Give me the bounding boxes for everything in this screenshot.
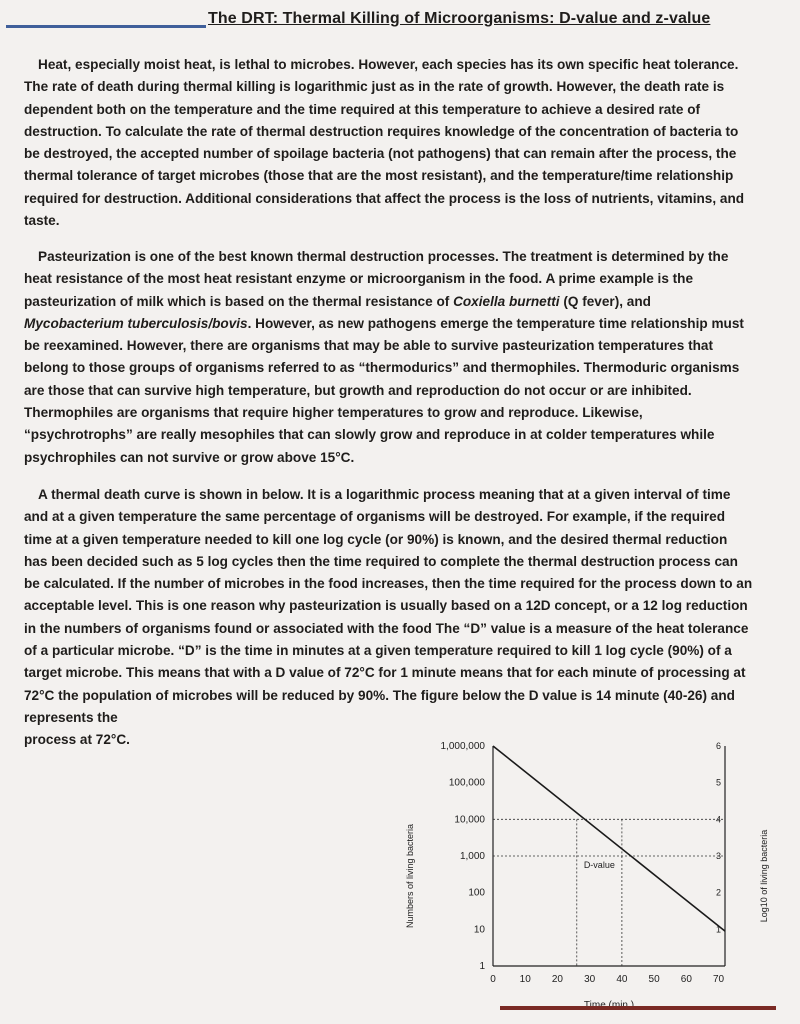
x-tick-label: 20 [551, 974, 564, 985]
paragraph-thermal-death-curve [24, 484, 754, 752]
paragraph-text: Heat, especially moist heat, is lethal to microbes. However, each species has its own specific heat tolerance. The rate of death during thermal killing is logarithmic just as in the rate of growth. However, the death rate is dependent both on the temperature and the time required at this temperature to achieve a desired rate of destruction. To calculate the rate of thermal destruction requires knowledge of the concentration of bacteria to be destroyed, the accepted number of spoilage bacteria (not pathogens) that can remain after the process, the thermal tolerance of target microbes (those that are the most resistant), and the temperature/time relationship required for destruction. Additional considerations that affect the process is the loss of nutrients, vitamins, and taste. [24, 57, 745, 229]
paragraph-text: Pasteurization is one of the best known thermal destruction processes. The treatment is determined by the heat resistance of the most heat resistant enzyme or microorganism in the food. A prime example is the pasteurization of milk which is based on the thermal resistance of [24, 249, 729, 309]
paragraph-last-line: process at 72°C. [24, 732, 130, 748]
y-axis-right-title: Log10 of living bacteria [759, 829, 769, 923]
x-tick-label: 50 [648, 974, 660, 985]
paragraph-text: (Q fever), and [559, 293, 651, 309]
y-right-tick-label: 3 [715, 851, 721, 861]
y-right-tick-label: 5 [715, 777, 721, 788]
y-left-tick-label: 100,000 [448, 777, 485, 789]
y-left-tick-label: 1,000,000 [440, 741, 485, 752]
species-name: Mycobacterium tuberculosis/bovis [24, 315, 248, 331]
x-tick-label: 70 [712, 974, 725, 985]
d-value-label: D-value [583, 860, 615, 870]
paragraph-heat-lethality [24, 54, 754, 232]
y-axis-left-title: Numbers of living bacteria [405, 823, 415, 929]
paragraph-text: . However, as new pathogens emerge the temperature time relationship must be reexamined. However, there are organisms that may be able to survive pasteurization temperatures that belong to those groups of organisms referred to as “thermodurics” and thermophiles. Thermoduric organisms are those that can survive high temperature, but growth and reproduction do not occur or are inhibited. Thermophiles are organisms that require higher temperatures to grow and reproduce. Likewise, “psychrotrophs” are really mesophiles that can slowly grow and reproduce in at colder temperatures while psychrophiles can not survive or grow above 15°C. [24, 315, 744, 465]
x-tick-label: 0 [490, 974, 496, 985]
y-left-tick-label: 100 [468, 887, 485, 899]
species-name: Coxiella burnetti [453, 293, 560, 309]
death-curve-line [493, 746, 725, 931]
y-left-tick-label: 1 [479, 961, 485, 972]
x-tick-label: 10 [519, 974, 531, 985]
y-right-tick-label: 2 [715, 887, 721, 898]
y-right-tick-label: 1 [715, 924, 721, 935]
y-right-tick-label: 4 [715, 814, 721, 825]
x-tick-label: 40 [616, 974, 628, 985]
bottom-rule [500, 1006, 776, 1010]
y-left-tick-label: 10 [473, 924, 485, 936]
x-tick-label: 30 [584, 974, 596, 985]
y-right-tick-label: 6 [715, 741, 721, 751]
paragraph-pasteurization [24, 246, 754, 469]
y-left-tick-label: 10,000 [454, 814, 485, 826]
paragraph-text: A thermal death curve is shown in below. It is a logarithmic process meaning that at a given interval of time and at a given temperature the same percentage of organisms will be destroyed. For example, if the required time at a given temperature needed to kill one log cycle (or 90%) is known, and the desired thermal reduction has been decided such as 5 log cycles then the time required to complete the thermal destruction process can be calculated. If the number of microbes in the food increases, then the time required for the process down to an acceptable level. This is one reason why pasteurization is usually based on a 12D concept, or a 12 log reduction in the numbers of organisms found or associated with the food The “D” value is a measure of the heat tolerance of a particular microbe. “D” is the time in minutes at a given temperature required to kill 1 log cycle (90%) of a target microbe. This means that with a D value of 72°C for 1 minute means that for each minute of processing at 72°C the population of microbes will be reduced by 90%. The figure below the D value is 14 minute (40-26) and represents the [24, 487, 753, 725]
x-tick-label: 60 [680, 974, 692, 985]
title-rule [6, 25, 206, 28]
chart-svg [395, 728, 790, 1013]
page-title: The DRT: Thermal Killing of Microorganisms: D-value and z-value [208, 10, 711, 27]
thermal-death-chart [395, 728, 790, 1013]
y-left-tick-label: 1,000 [459, 851, 485, 862]
